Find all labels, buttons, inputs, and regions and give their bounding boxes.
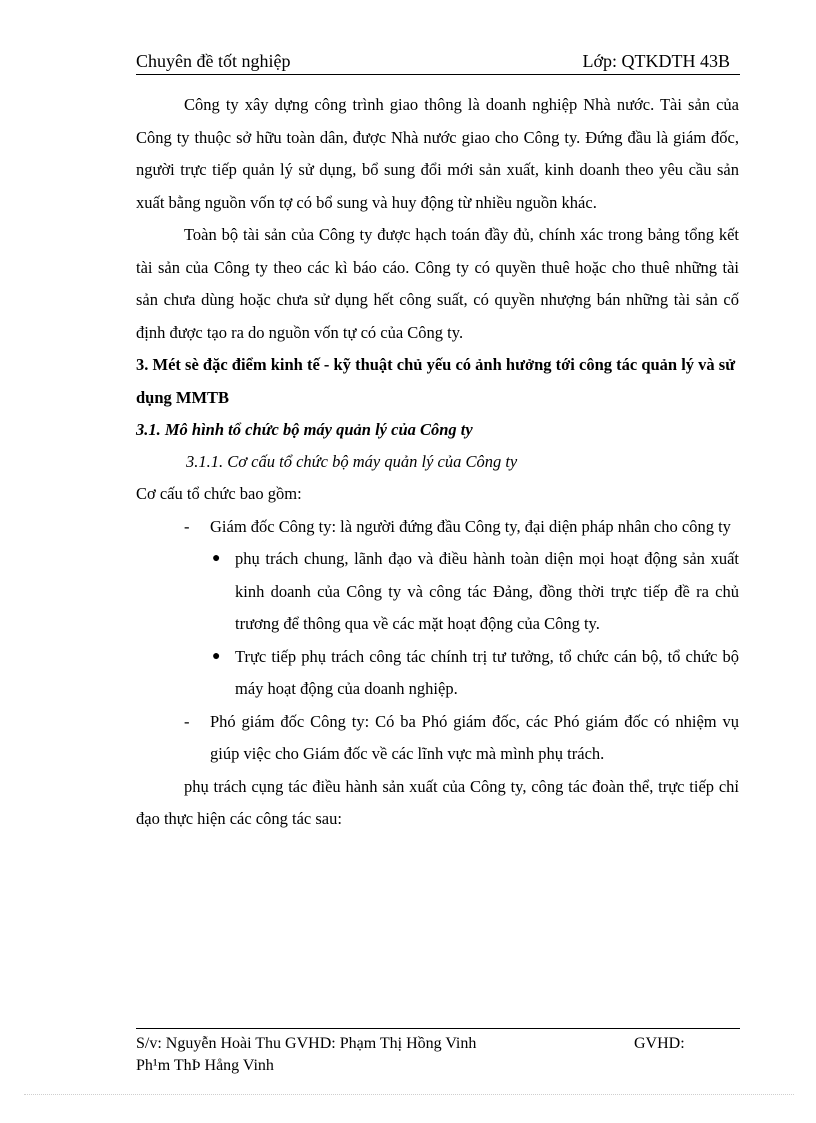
bullet-icon: ● <box>212 551 221 566</box>
list-intro: Cơ cấu tổ chức bao gồm: <box>136 484 302 503</box>
page-edge-divider <box>24 1094 794 1095</box>
subsection-heading: 3.1. Mô hình tổ chức bộ máy quản lý của Công ty <box>136 420 473 439</box>
footer-advisor-label: GVHD: <box>634 1035 685 1052</box>
list-item-text: phụ trách chung, lãnh đạo và điều hành toàn diện mọi hoạt động sản xuất kinh doanh của Công ty và công tác Đảng, đồng thời trực tiếp đề ra chủ trương để thông qua về các mặt hoạt động của Công ty. <box>235 549 739 633</box>
list-item <box>136 706 739 771</box>
header-title: Chuyên đề tốt nghiệp <box>136 51 291 71</box>
list-item <box>136 511 739 544</box>
list-item-text: Giám đốc Công ty: là người đứng đầu Công ty, đại diện pháp nhân cho công ty <box>210 516 731 536</box>
dash-marker: - <box>184 711 190 731</box>
section-heading: 3. Mét sè đặc điểm kinh tế - kỹ thuật chủ yếu có ảnh hưởng tới công tác quản lý và sử dụng MMTB <box>136 355 736 407</box>
page-content <box>136 89 739 836</box>
paragraph-1: Công ty xây dựng công trình giao thông là doanh nghiệp Nhà nước. Tài sản của Công ty thuộc sở hữu toàn dân, được Nhà nước giao cho Công ty. Đứng đầu là giám đốc, người trực tiếp quản lý sử dụng, bổ sung đổi mới sản xuất, kinh doanh theo yêu cầu sản xuất bằng nguồn vốn tợ có bổ sung và huy động từ nhiều nguồn khác. <box>136 95 739 212</box>
footer-advisor-name: Ph¹m ThÞ Hång Vinh <box>136 1057 274 1074</box>
list-item-text: Phó giám đốc Công ty: Có ba Phó giám đốc, các Phó giám đốc có nhiệm vụ giúp việc cho Giám đốc về các lĩnh vực mà mình phụ trách. <box>210 711 739 763</box>
footer-student: S/v: Nguyễn Hoài Thu GVHD: Phạm Thị Hồng Vinh <box>136 1035 477 1052</box>
dash-marker: - <box>184 516 190 536</box>
list-item <box>136 543 739 641</box>
footer-divider <box>136 1028 740 1029</box>
list-item-text: Trực tiếp phụ trách công tác chính trị tư tưởng, tổ chức cán bộ, tổ chức bộ máy hoạt động của doanh nghiệp. <box>235 646 739 698</box>
bullet-icon: ● <box>212 648 221 664</box>
list-item <box>136 641 739 706</box>
paragraph-2: Toàn bộ tài sản của Công ty được hạch toán đầy đủ, chính xác trong bảng tổng kết tài sản của Công ty theo các kì báo cáo. Công ty có quyền thuê hoặc cho thuê những tài sản chưa dùng hoặc chưa sử dụng hết công suất, có quyền nhượng bán những tài sản cố định được tạo ra do nguồn vốn tự có của Công ty. <box>136 225 739 342</box>
paragraph-3: phụ trách cụng tác điều hành sản xuất của Công ty, công tác đoàn thể, trực tiếp chỉ đạo thực hiện các công tác sau: <box>136 776 739 828</box>
subsubsection-heading: 3.1.1. Cơ cấu tổ chức bộ máy quản lý của Công ty <box>186 452 518 471</box>
header-class: Lớp: QTKDTH 43B <box>582 51 730 71</box>
page-header <box>136 50 740 75</box>
